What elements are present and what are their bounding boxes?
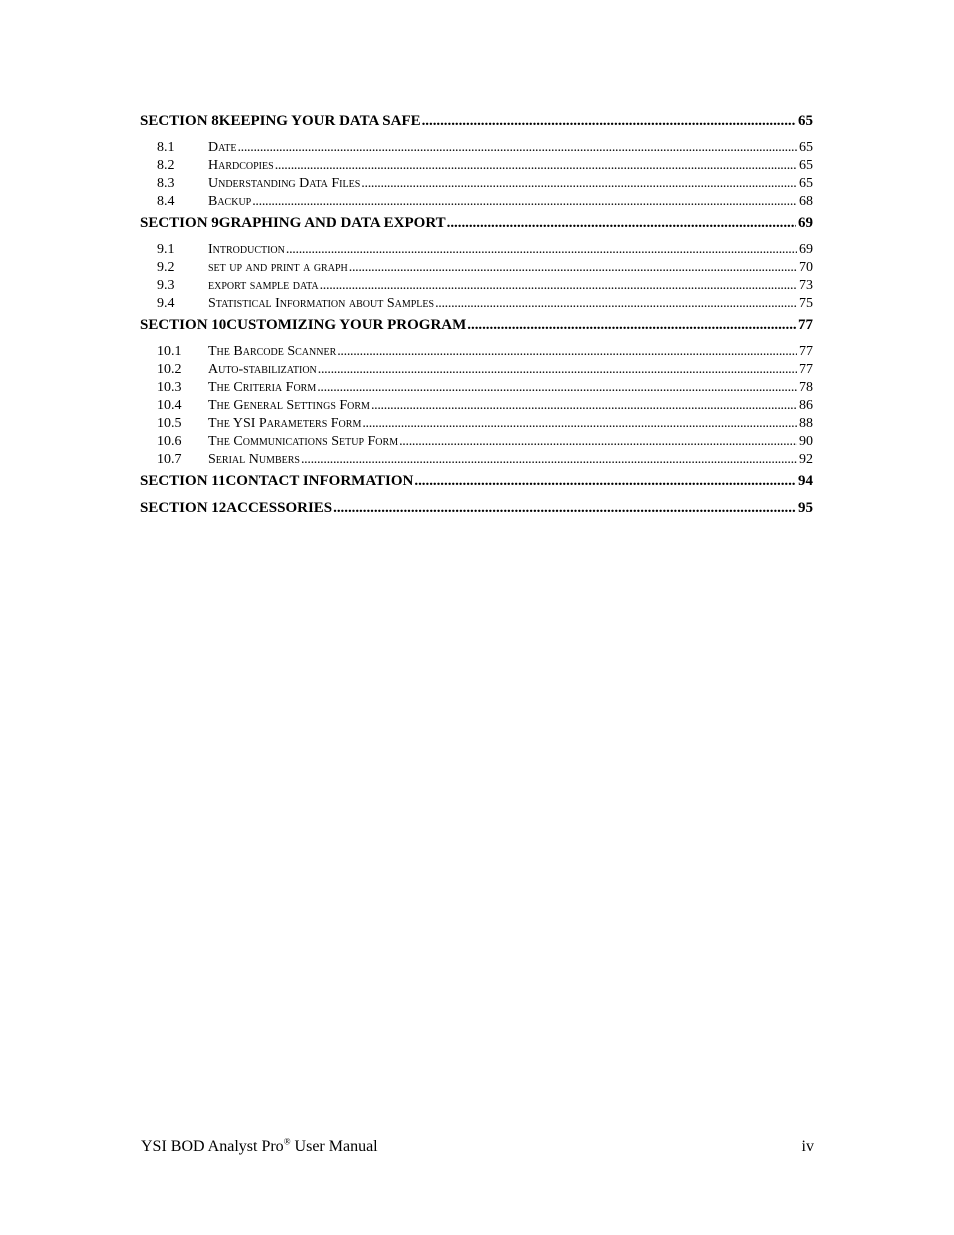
dot-leader <box>337 343 797 361</box>
manual-title-suffix: User Manual <box>290 1138 378 1155</box>
entry-title: Hardcopies <box>208 158 274 173</box>
section-title: GRAPHING AND DATA EXPORT <box>218 215 446 231</box>
entry-number: 10.1 <box>157 344 182 359</box>
toc-section-9[interactable] <box>140 214 813 232</box>
entry-title: The Barcode Scanner <box>208 344 337 359</box>
dot-leader <box>286 241 797 259</box>
toc-entry-9-4[interactable] <box>140 295 813 313</box>
entry-title: The Communications Setup Form <box>208 434 399 449</box>
toc-entry-10-6[interactable] <box>140 433 813 451</box>
section-page: 65 <box>798 113 813 129</box>
entry-number: 10.3 <box>157 380 182 395</box>
dot-leader <box>362 415 797 433</box>
entry-page: 69 <box>799 242 813 257</box>
entry-number: 9.4 <box>157 296 175 311</box>
dot-leader <box>414 472 796 490</box>
entry-title: export sample data <box>208 278 319 293</box>
entry-number: 10.6 <box>157 434 182 449</box>
entry-title: Backup <box>208 194 252 209</box>
dot-leader <box>435 295 797 313</box>
dot-leader <box>422 112 796 130</box>
manual-title-main: YSI BOD Analyst Pro <box>141 1138 284 1155</box>
entry-number: 8.1 <box>157 140 175 155</box>
entry-number: 8.2 <box>157 158 175 173</box>
section-number: SECTION 9 <box>140 215 219 231</box>
dot-leader <box>333 499 796 517</box>
entry-page: 78 <box>799 380 813 395</box>
dot-leader <box>317 379 797 397</box>
dot-leader <box>447 214 796 232</box>
entry-page: 65 <box>799 140 813 155</box>
entry-title: The General Settings Form <box>208 398 370 413</box>
entry-page: 75 <box>799 296 813 311</box>
section-page: 77 <box>798 317 813 333</box>
entry-page: 88 <box>799 416 813 431</box>
entry-number: 10.4 <box>157 398 182 413</box>
entry-number: 9.2 <box>157 260 175 275</box>
dot-leader <box>361 175 797 193</box>
dot-leader <box>252 193 797 211</box>
toc-entry-8-1[interactable] <box>140 139 813 157</box>
table-of-contents <box>140 112 813 517</box>
toc-entry-9-2[interactable] <box>140 259 813 277</box>
dot-leader <box>275 157 797 175</box>
toc-entry-10-1[interactable] <box>140 343 813 361</box>
entry-number: 8.4 <box>157 194 175 209</box>
section-number: SECTION 12 <box>140 500 227 516</box>
section-page: 95 <box>798 500 813 516</box>
toc-entry-10-4[interactable] <box>140 397 813 415</box>
dot-leader <box>349 259 797 277</box>
toc-section-10[interactable] <box>140 316 813 334</box>
entry-page: 77 <box>799 362 813 377</box>
toc-entry-10-3[interactable] <box>140 379 813 397</box>
toc-entry-8-4[interactable] <box>140 193 813 211</box>
entry-page: 68 <box>799 194 813 209</box>
entry-page: 65 <box>799 176 813 191</box>
entry-title: The YSI Parameters Form <box>208 416 362 431</box>
section-page: 69 <box>798 215 813 231</box>
toc-entry-10-5[interactable] <box>140 415 813 433</box>
entry-number: 10.5 <box>157 416 182 431</box>
entry-number: 9.3 <box>157 278 175 293</box>
dot-leader <box>371 397 797 415</box>
section-title: ACCESSORIES <box>226 500 333 516</box>
page-footer <box>141 1138 814 1156</box>
entry-title: Introduction <box>208 242 285 257</box>
dot-leader <box>318 361 797 379</box>
toc-entry-10-7[interactable] <box>140 451 813 469</box>
section-title: CUSTOMIZING YOUR PROGRAM <box>226 317 467 333</box>
section-title: CONTACT INFORMATION <box>225 473 414 489</box>
entry-title: Date <box>208 140 237 155</box>
entry-number: 10.7 <box>157 452 182 467</box>
dot-leader <box>301 451 797 469</box>
toc-entry-9-1[interactable] <box>140 241 813 259</box>
toc-entry-8-2[interactable] <box>140 157 813 175</box>
section-title: KEEPING YOUR DATA SAFE <box>218 113 421 129</box>
entry-number: 10.2 <box>157 362 182 377</box>
toc-entry-10-2[interactable] <box>140 361 813 379</box>
entry-title: Auto-stabilization <box>208 362 317 377</box>
toc-section-11[interactable] <box>140 472 813 490</box>
toc-section-8[interactable] <box>140 112 813 130</box>
entry-title: Understanding Data Files <box>208 176 361 191</box>
entry-page: 92 <box>799 452 813 467</box>
entry-title: Statistical Information about Samples <box>208 296 435 311</box>
entry-page: 70 <box>799 260 813 275</box>
dot-leader <box>320 277 797 295</box>
section-number: SECTION 10 <box>140 317 227 333</box>
toc-section-12[interactable] <box>140 499 813 517</box>
entry-title: The Criteria Form <box>208 380 317 395</box>
toc-entry-9-3[interactable] <box>140 277 813 295</box>
dot-leader <box>467 316 796 334</box>
manual-title <box>141 1138 378 1156</box>
page-number: iv <box>801 1138 814 1155</box>
entry-title: set up and print a graph <box>208 260 348 275</box>
section-number: SECTION 11 <box>140 473 226 489</box>
entry-page: 86 <box>799 398 813 413</box>
entry-title: Serial Numbers <box>208 452 300 467</box>
entry-page: 77 <box>799 344 813 359</box>
entry-number: 9.1 <box>157 242 175 257</box>
registered-mark: ® <box>283 1136 291 1147</box>
entry-page: 73 <box>799 278 813 293</box>
dot-leader <box>237 139 797 157</box>
entry-page: 65 <box>799 158 813 173</box>
section-page: 94 <box>798 473 813 489</box>
dot-leader <box>399 433 797 451</box>
entry-page: 90 <box>799 434 813 449</box>
entry-number: 8.3 <box>157 176 175 191</box>
toc-entry-8-3[interactable] <box>140 175 813 193</box>
section-number: SECTION 8 <box>140 113 219 129</box>
